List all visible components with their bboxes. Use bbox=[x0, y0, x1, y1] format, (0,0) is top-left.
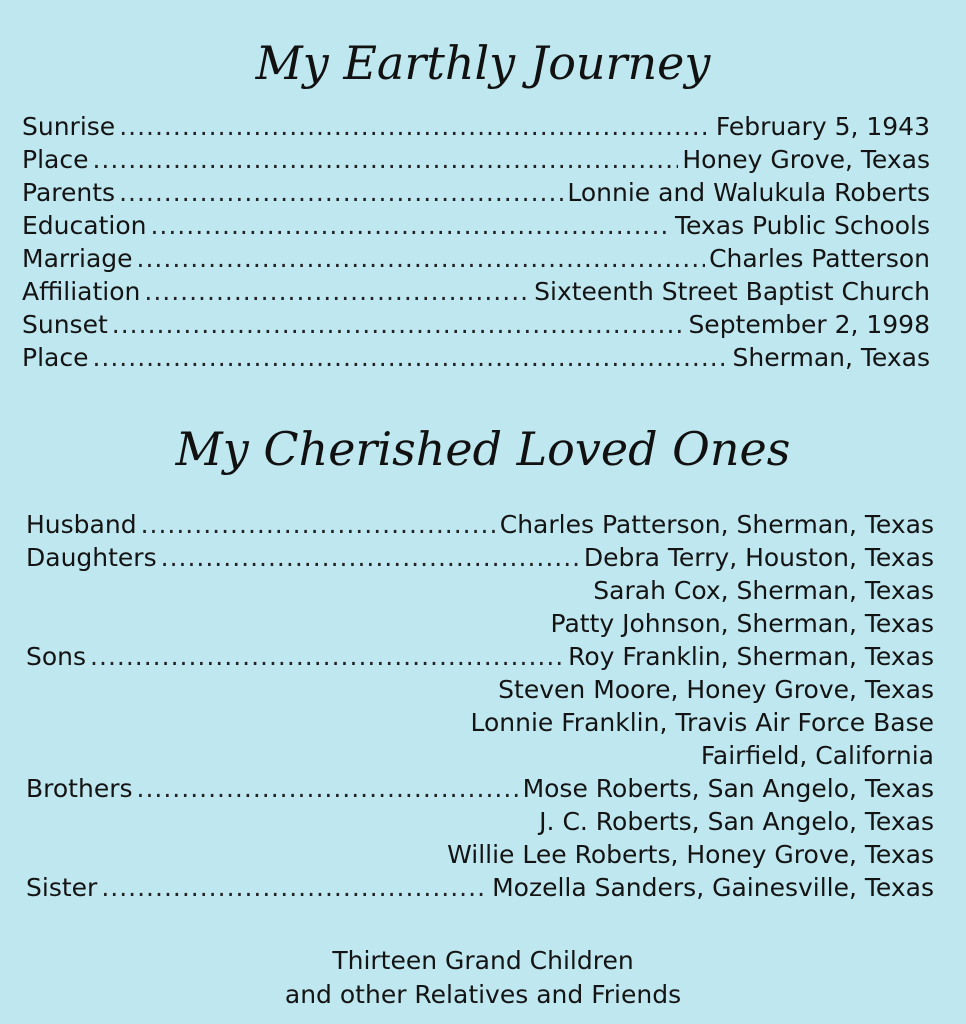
dot-leader bbox=[141, 508, 496, 541]
journey-value: Charles Patterson bbox=[709, 244, 930, 273]
family-row-daughter-cont bbox=[26, 607, 934, 640]
family-name: Charles Patterson, Sherman, Texas bbox=[499, 510, 934, 539]
dot-leader bbox=[112, 308, 685, 341]
family-row-brother-cont bbox=[26, 805, 934, 838]
journey-row-parents bbox=[22, 176, 930, 209]
family-name: Sarah Cox, Sherman, Texas bbox=[593, 576, 934, 605]
journey-row-sunrise bbox=[22, 110, 930, 143]
journey-row-sunset bbox=[22, 308, 930, 341]
loved-ones-heading: My Cherished Loved Ones bbox=[175, 422, 791, 476]
family-label: Husband bbox=[26, 510, 137, 539]
family-row-sister bbox=[26, 871, 934, 904]
earthly-journey-heading: My Earthly Journey bbox=[255, 36, 711, 90]
journey-label: Marriage bbox=[22, 244, 133, 273]
family-name: Lonnie Franklin, Travis Air Force Base bbox=[470, 708, 934, 737]
dot-leader bbox=[161, 541, 580, 574]
dot-leader bbox=[137, 242, 706, 275]
journey-value: Lonnie and Walukula Roberts bbox=[567, 178, 930, 207]
journey-row-affiliation bbox=[22, 275, 930, 308]
dot-leader bbox=[119, 110, 712, 143]
journey-row-education bbox=[22, 209, 930, 242]
family-name: Mozella Sanders, Gainesville, Texas bbox=[492, 873, 934, 902]
dot-leader bbox=[137, 772, 519, 805]
family-name: J. C. Roberts, San Angelo, Texas bbox=[539, 807, 934, 836]
family-row-sons bbox=[26, 640, 934, 673]
journey-label: Parents bbox=[22, 178, 116, 207]
family-row-brothers bbox=[26, 772, 934, 805]
family-row-son-cont bbox=[26, 706, 934, 739]
loved-ones-list bbox=[26, 508, 934, 904]
family-label: Daughters bbox=[26, 543, 157, 572]
journey-value: Texas Public Schools bbox=[674, 211, 930, 240]
family-name: Fairfield, California bbox=[700, 741, 934, 770]
journey-row-birth-place bbox=[22, 143, 930, 176]
dot-leader bbox=[144, 275, 530, 308]
journey-value: September 2, 1998 bbox=[688, 310, 930, 339]
dot-leader bbox=[101, 871, 488, 904]
journey-row-death-place bbox=[22, 341, 930, 374]
family-name: Patty Johnson, Sherman, Texas bbox=[550, 609, 934, 638]
journey-value: Sherman, Texas bbox=[732, 343, 930, 372]
family-row-daughters bbox=[26, 541, 934, 574]
journey-label: Sunrise bbox=[22, 112, 116, 141]
family-row-daughter-cont bbox=[26, 574, 934, 607]
dot-leader bbox=[150, 209, 671, 242]
family-name: Mose Roberts, San Angelo, Texas bbox=[522, 774, 934, 803]
family-name: Debra Terry, Houston, Texas bbox=[583, 543, 934, 572]
journey-label: Place bbox=[22, 343, 89, 372]
family-name: Roy Franklin, Sherman, Texas bbox=[568, 642, 934, 671]
family-row-son-cont bbox=[26, 673, 934, 706]
journey-value: February 5, 1943 bbox=[715, 112, 930, 141]
journey-label: Sunset bbox=[22, 310, 108, 339]
family-row-son-cont bbox=[26, 739, 934, 772]
family-label: Sister bbox=[26, 873, 98, 902]
journey-label: Place bbox=[22, 145, 89, 174]
dot-leader bbox=[92, 341, 728, 374]
dot-leader bbox=[90, 640, 564, 673]
journey-label: Affiliation bbox=[22, 277, 141, 306]
journey-label: Education bbox=[22, 211, 147, 240]
footer-grandchildren: Thirteen Grand Children bbox=[332, 946, 634, 975]
family-label: Sons bbox=[26, 642, 87, 671]
family-label: Brothers bbox=[26, 774, 133, 803]
journey-value: Honey Grove, Texas bbox=[682, 145, 930, 174]
earthly-journey-list bbox=[22, 110, 930, 374]
family-row-husband bbox=[26, 508, 934, 541]
family-name: Willie Lee Roberts, Honey Grove, Texas bbox=[447, 840, 934, 869]
journey-value: Sixteenth Street Baptist Church bbox=[534, 277, 930, 306]
dot-leader bbox=[92, 143, 678, 176]
dot-leader bbox=[119, 176, 563, 209]
family-name: Steven Moore, Honey Grove, Texas bbox=[498, 675, 934, 704]
family-row-brother-cont bbox=[26, 838, 934, 871]
journey-row-marriage bbox=[22, 242, 930, 275]
footer-relatives: and other Relatives and Friends bbox=[284, 980, 682, 1009]
